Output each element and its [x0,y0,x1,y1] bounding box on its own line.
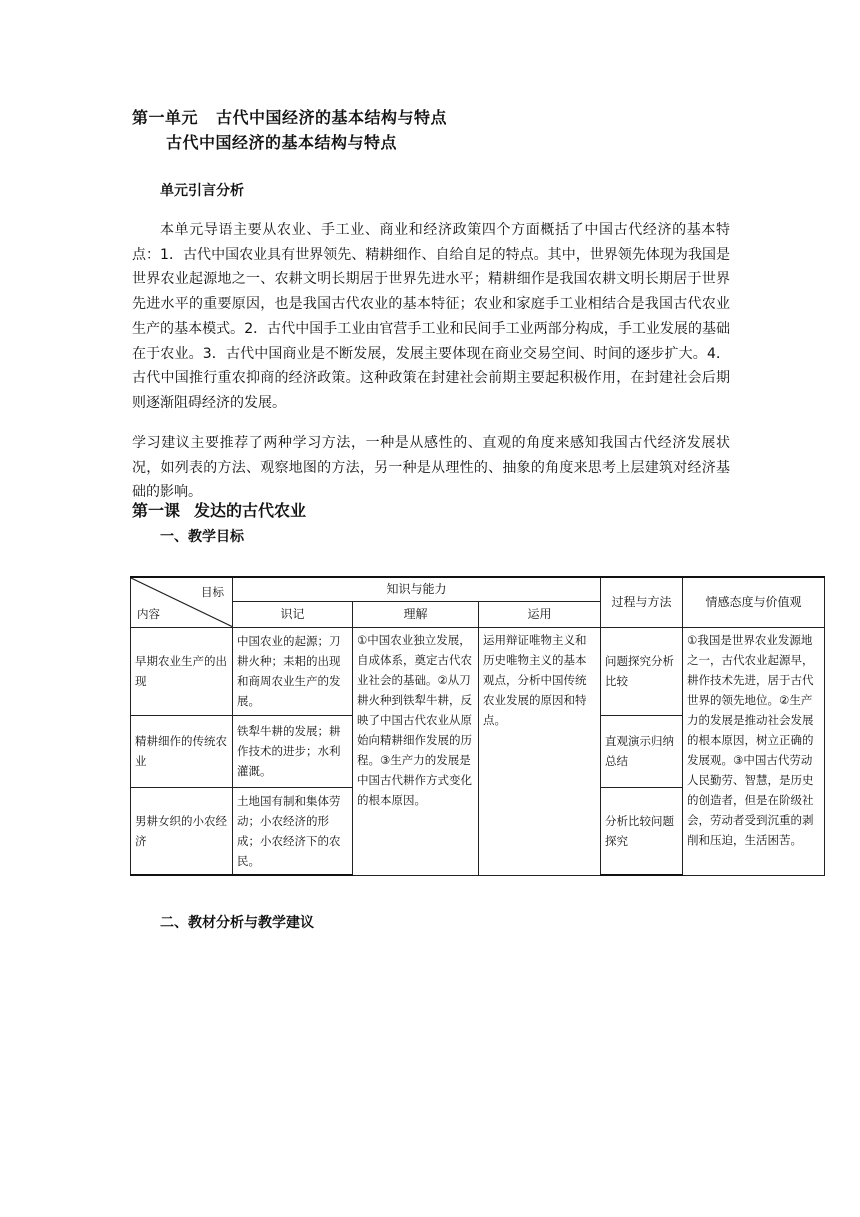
table-corner-cell [131,577,233,627]
row-process: 直观演示归纳总结 [601,715,683,787]
row-remember: 中国农业的起源；刀耕火种；耒耜的出现和商周农业生产的发展。 [233,627,353,715]
unit-heading [132,105,447,128]
table-row [131,627,825,715]
teaching-goals-table [130,576,825,876]
lesson-label: 第一课 [132,501,181,520]
header-remember: 识记 [233,601,353,627]
row-content: 男耕女织的小农经济 [131,787,233,875]
row-content: 精耕细作的传统农业 [131,715,233,787]
row-process: 分析比较问题探究 [601,787,683,875]
header-process: 过程与方法 [601,577,683,627]
header-emotion: 情感态度与价值观 [683,577,825,627]
emotion-cell: ①我国是世界农业发源地之一，古代农业起源早，耕作技术先进，居于古代世界的领先地位。②生产力的发展是推动社会发展的根本原因，树立正确的发展观。③中国古代劳动人民勤劳、智慧，是历史的创造者，但是在阶级社会，劳动者受到沉重的剥削和压迫，生活困苦。 [683,627,825,875]
unit-subtitle: 古代中国经济的基本结构与特点 [166,133,398,152]
intro-heading: 单元引言分析 [160,183,244,199]
header-apply: 运用 [479,601,601,627]
corner-content-label: 内容 [137,606,160,621]
understand-cell: ①中国农业独立发展，自成体系，奠定古代农业社会的基础。②从刀耕火种到铁犁牛耕，反映了中国古代农业从原始向精耕细作发展的历程。③生产力的发展是中国古代耕作方式变化的根本原因。 [353,627,479,875]
header-understand: 理解 [353,601,479,627]
unit-label: 第一单元 [132,108,199,127]
teaching-goals-heading: 一、教学目标 [160,529,244,545]
lesson-heading [132,498,306,521]
row-process: 问题探究分析比较 [601,627,683,715]
study-advice-paragraph: 学习建议主要推荐了两种学习方法，一种是从感性的、直观的角度来感知我国古代经济发展状况，如列表的方法、观察地图的方法，另一种是从理性的、抽象的角度来思考上层建筑对经济基础的影响。 [132,435,730,501]
row-remember: 铁犁牛耕的发展；耕作技术的进步；水利灌溉。 [233,715,353,787]
header-knowledge: 知识与能力 [233,577,601,601]
row-remember: 土地国有制和集体劳动；小农经济的形成；小农经济下的农民。 [233,787,353,875]
intro-paragraph: 本单元导语主要从农业、手工业、商业和经济政策四个方面概括了中国古代经济的基本特点：1．古代中国农业具有世界领先、精耕细作、自给自足的特点。其中，世界领先体现为我国是世界农业起源地之一、农耕文明长期居于世界先进水平；精耕细作是我国农耕文明长期居于世界先进水平的重要原因，也是我国古代农业的基本特征；农业和家庭手工业相结合是我国古代农业生产的基本模式。2．古代中国手工业由官营手工业和民间手工业两部分构成，手工业发展的基础在于农业。3．古代中国商业是不断发展，发展主要体现在商业交易空间、时间的逐步扩大。4．古代中国推行重农抑商的经济政策。这种政策在封建社会前期主要起积极作用，在封建社会后期则逐渐阻碍经济的发展。 [132,222,730,411]
lesson-title: 发达的古代农业 [194,501,307,520]
row-content: 早期农业生产的出现 [131,627,233,715]
unit-title: 古代中国经济的基本结构与特点 [216,108,448,127]
apply-cell: 运用辩证唯物主义和历史唯物主义的基本观点，分析中国传统农业发展的原因和特点。 [479,627,601,875]
corner-target-label: 目标 [201,585,224,599]
analysis-heading: 二、教材分析与教学建议 [160,915,314,931]
